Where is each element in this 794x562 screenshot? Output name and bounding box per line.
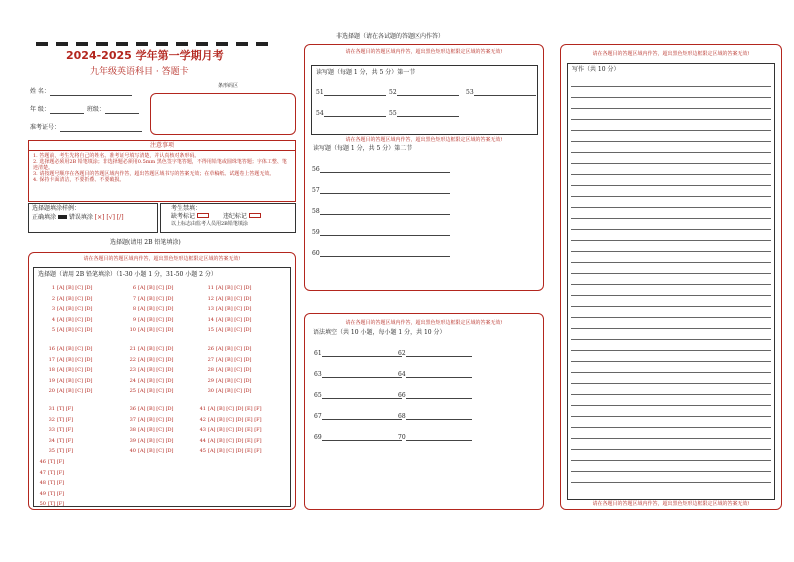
writing-line[interactable] <box>571 109 771 120</box>
class-field[interactable] <box>105 113 139 114</box>
answer-options[interactable]: [A] [B] [C] [D] <box>138 448 174 454</box>
question-number: 66 <box>398 392 406 399</box>
choice-row[interactable] <box>126 438 174 444</box>
note-item: 3. 请按题号顺序在各题目的答题区域内作答，超出答题区域书写的答案无效；在草稿纸、试题卷上答题无效。 <box>33 171 275 177</box>
answer-options[interactable]: [A] [B] [C] [D] <box>138 327 174 333</box>
writing-line[interactable] <box>571 384 771 395</box>
choice-row[interactable] <box>204 327 252 333</box>
choice-row[interactable] <box>36 491 64 497</box>
question-number: 50 <box>39 501 46 507</box>
answer-blank[interactable] <box>320 214 450 215</box>
question-number: 69 <box>314 434 322 441</box>
choice-row[interactable] <box>45 367 93 373</box>
answer-line[interactable] <box>389 110 459 117</box>
question-number: 15 <box>207 327 214 333</box>
reading1-box <box>311 65 538 135</box>
answer-options[interactable]: [A] [B] [C] [D] <box>57 356 93 363</box>
question-number: 67 <box>314 413 322 420</box>
class-label: 班级： <box>86 106 105 113</box>
answer-line[interactable] <box>314 392 402 399</box>
choice-row[interactable] <box>126 448 174 454</box>
choice-row[interactable] <box>204 346 252 352</box>
writing-line[interactable] <box>571 274 771 285</box>
question-number: 56 <box>312 166 320 173</box>
question-number: 40 <box>129 448 136 454</box>
question-number: 47 <box>39 469 46 476</box>
answer-options[interactable]: [T] [F] <box>48 480 65 486</box>
question-number: 17 <box>48 356 55 363</box>
answer-blank[interactable] <box>324 95 386 96</box>
writing-line[interactable] <box>571 461 771 472</box>
choice-row[interactable] <box>196 406 262 412</box>
choice-row[interactable] <box>196 448 262 454</box>
question-number: 60 <box>312 250 320 257</box>
choice-row[interactable] <box>45 357 93 363</box>
question-number: 57 <box>312 187 320 194</box>
question-number: 58 <box>312 208 320 215</box>
question-number: 51 <box>316 89 324 96</box>
reading2-title: 读写题（每题 1 分，共 5 分）第二节 <box>313 145 413 152</box>
answer-line[interactable] <box>398 371 472 378</box>
question-number: 23 <box>129 367 136 373</box>
answer-options[interactable]: [A] [B] [C] [D] <box>57 295 93 302</box>
question-number: 63 <box>314 371 322 378</box>
question-number: 59 <box>312 229 320 236</box>
choice-row[interactable] <box>45 306 93 312</box>
answer-options[interactable]: [A] [B] [C] [D] <box>216 346 252 352</box>
question-number: 46 <box>39 459 46 465</box>
question-number: 4 <box>51 316 55 323</box>
writing-bottom-warning: 请在各题目的答题区域内作答，超出黑色矩形边框限定区域的答案无效! <box>592 501 750 507</box>
writing-line[interactable] <box>571 142 771 153</box>
name-field[interactable] <box>50 95 132 96</box>
choice-row[interactable] <box>45 427 73 433</box>
writing-line[interactable] <box>571 329 771 340</box>
fill-example-title: 选择题填涂样例： <box>32 205 81 212</box>
writing-line[interactable] <box>571 230 771 241</box>
answer-options[interactable]: [T] [F] <box>48 459 65 465</box>
warning-text: 请在各题目的答题区域内作答，超出黑色矩形边框限定区域的答案无效! <box>592 51 750 57</box>
question-number: 6 <box>132 285 136 291</box>
question-number: 7 <box>132 295 136 302</box>
answer-line[interactable] <box>316 110 386 117</box>
exam-no-field[interactable] <box>60 131 142 132</box>
choice-row[interactable] <box>126 346 174 352</box>
answer-blank[interactable] <box>322 398 402 399</box>
answer-blank[interactable] <box>406 356 472 357</box>
writing-line[interactable] <box>571 241 771 252</box>
question-number: 44 <box>199 437 206 444</box>
answer-options[interactable]: [A] [B] [C] [D] <box>216 367 252 373</box>
question-number: 42 <box>199 416 206 423</box>
question-number: 37 <box>129 416 136 423</box>
question-number: 3 <box>51 306 55 312</box>
answer-line[interactable] <box>314 413 402 420</box>
answer-options[interactable]: [A] [B] [C] [D] <box>216 295 252 302</box>
answer-options[interactable]: [A] [B] [C] [D] <box>57 377 93 384</box>
choice-header: 选择题（请用 2B 铅笔填涂）（1-30 小题 1 分，31-50 小题 2 分） <box>38 271 217 278</box>
answer-options[interactable]: [T] [F] <box>48 469 65 476</box>
violation-box[interactable] <box>249 213 261 218</box>
warning-text: 请在各题目的答题区域内作答，超出黑色矩形边框限定区域的答案无效! <box>345 137 503 143</box>
answer-options[interactable]: [A] [B] [C] [D] <box>138 377 174 384</box>
answer-blank[interactable] <box>322 419 402 420</box>
question-number: 11 <box>207 285 214 291</box>
writing-line[interactable] <box>571 351 771 362</box>
choice-row[interactable] <box>196 427 262 433</box>
answer-blank[interactable] <box>406 419 472 420</box>
answer-line[interactable] <box>398 350 472 357</box>
question-number: 31 <box>48 406 55 412</box>
question-number: 25 <box>129 388 136 394</box>
question-number: 34 <box>48 437 55 444</box>
choice-row[interactable] <box>204 378 252 384</box>
answer-blank[interactable] <box>320 193 450 194</box>
choice-row[interactable] <box>126 317 174 323</box>
writing-line[interactable] <box>571 296 771 307</box>
choice-row[interactable] <box>45 296 93 302</box>
answer-options[interactable]: [A] [B] [C] [D] <box>138 437 174 444</box>
writing-line[interactable] <box>571 428 771 439</box>
answer-line[interactable] <box>312 208 450 215</box>
question-number: 54 <box>316 110 324 117</box>
question-number: 10 <box>129 327 136 333</box>
choice-row[interactable] <box>204 357 252 363</box>
question-number: 18 <box>48 367 55 373</box>
choice-row[interactable] <box>126 306 174 312</box>
question-number: 32 <box>48 416 55 423</box>
answer-options[interactable]: [A] [B] [C] [D] <box>138 346 174 352</box>
choice-row[interactable] <box>126 367 174 373</box>
choice-inner-box <box>33 267 291 507</box>
writing-line[interactable] <box>571 252 771 263</box>
answer-line[interactable] <box>314 371 402 378</box>
answer-blank[interactable] <box>320 235 450 236</box>
answer-options[interactable]: [A] [B] [C] [D] <box>138 285 174 291</box>
question-number: 9 <box>132 316 136 323</box>
choice-row[interactable] <box>45 378 93 384</box>
choice-row[interactable] <box>36 501 64 507</box>
question-number: 41 <box>199 406 206 412</box>
choice-row[interactable] <box>126 285 174 291</box>
question-number: 12 <box>207 295 214 302</box>
answer-blank[interactable] <box>320 256 450 257</box>
choice-row[interactable] <box>196 417 262 423</box>
answer-blank[interactable] <box>322 356 402 357</box>
candidate-footnote: 以上标志由监考人员用2B铅笔填涂 <box>171 221 248 227</box>
choice-row[interactable] <box>204 306 252 312</box>
writing-line[interactable] <box>571 318 771 329</box>
writing-section <box>560 44 782 510</box>
writing-line[interactable] <box>571 98 771 109</box>
note-item: 1. 答题前，考生先将自己的姓名、准考证号填写清楚，并认真核对条形码。 <box>33 153 200 159</box>
question-number: 16 <box>48 346 55 352</box>
choice-row[interactable] <box>36 480 64 486</box>
answer-options[interactable]: [A] [B] [C] [D] <box>138 367 174 373</box>
barcode-area <box>150 93 296 135</box>
question-number: 33 <box>48 427 55 433</box>
choice-row[interactable] <box>126 378 174 384</box>
violation-label: 违纪标记 <box>222 213 247 220</box>
question-number: 39 <box>129 437 136 444</box>
writing-inner-box <box>567 63 775 500</box>
question-number: 52 <box>389 89 397 96</box>
note-item: 4. 保持卡面清洁，不要折叠、不要破损。 <box>33 177 125 183</box>
question-number: 45 <box>199 448 206 454</box>
note-item: 2. 选择题必须用2B 铅笔填涂；非选择题必须用0.5mm 黑色签字笔答题，不得用铅笔或圆珠笔答题；字体工整、笔迹清楚。 <box>33 159 287 171</box>
writing-line[interactable] <box>571 285 771 296</box>
answer-blank[interactable] <box>397 116 459 117</box>
answer-blank[interactable] <box>406 440 472 441</box>
writing-line[interactable] <box>571 373 771 384</box>
answer-options[interactable]: [T] [F] <box>48 501 65 507</box>
answer-line[interactable] <box>314 350 402 357</box>
reading1-title: 读写题（每题 1 分，共 5 分）第一节 <box>316 69 416 76</box>
choice-section-label: 选择题(请用 2B 铅笔填涂) <box>110 239 181 246</box>
writing-line[interactable] <box>571 439 771 450</box>
question-number: 30 <box>207 388 214 394</box>
name-label: 姓 名： <box>30 88 50 95</box>
answer-options[interactable]: [A] [B] [C] [D] <box>57 327 93 333</box>
choice-row[interactable] <box>45 317 93 323</box>
question-number: 36 <box>129 406 136 412</box>
answer-options[interactable]: [A] [B] [C] [D] <box>216 388 252 394</box>
absent-label: 缺考标记 <box>171 213 196 220</box>
absent-box[interactable] <box>197 213 209 218</box>
writing-line[interactable] <box>571 186 771 197</box>
student-info <box>30 88 142 132</box>
answer-blank[interactable] <box>397 95 459 96</box>
question-number: 20 <box>48 388 55 394</box>
answer-blank[interactable] <box>474 95 536 96</box>
answer-options[interactable]: [A] [B] [C] [D] [E] [F] <box>208 406 262 412</box>
writing-line[interactable] <box>571 395 771 406</box>
answer-options[interactable]: [A] [B] [C] [D] <box>216 306 252 312</box>
answer-options[interactable]: [A] [B] [C] [D] <box>57 367 93 373</box>
wrong-fill-label: 错误填涂 <box>68 214 93 221</box>
choice-row[interactable] <box>204 367 252 373</box>
answer-options[interactable]: [A] [B] [C] [D] <box>216 356 252 363</box>
notes-box <box>28 140 296 202</box>
answer-line[interactable] <box>389 89 459 96</box>
exam-no-label: 准考证号： <box>30 124 61 131</box>
choice-row[interactable] <box>126 388 174 394</box>
question-number: 8 <box>132 306 136 312</box>
answer-options[interactable]: [A] [B] [C] [D] <box>216 285 252 291</box>
answer-blank[interactable] <box>322 440 402 441</box>
answer-options[interactable]: [A] [B] [C] [D] [E] [F] <box>208 437 262 444</box>
question-number: 49 <box>39 490 46 497</box>
answer-line[interactable] <box>316 89 386 96</box>
writing-line[interactable] <box>571 120 771 131</box>
page-title: 2024-2025 学年第一学期月考 <box>66 49 224 62</box>
question-number: 13 <box>207 306 214 312</box>
page-subtitle: 九年级英语科目 · 答题卡 <box>90 67 189 77</box>
answer-options[interactable]: [T] [F] <box>57 416 74 423</box>
question-number: 64 <box>398 371 406 378</box>
non-choice-title: 非选择题（请在各试题的答题区内作答） <box>336 33 445 40</box>
answer-options[interactable]: [T] [F] <box>57 406 74 412</box>
choice-row[interactable] <box>204 285 252 291</box>
choice-row[interactable] <box>126 296 174 302</box>
answer-blank[interactable] <box>322 377 402 378</box>
question-number: 62 <box>398 350 406 357</box>
barcode-label: 条形码区 <box>218 83 239 89</box>
writing-line[interactable] <box>571 153 771 164</box>
answer-options[interactable]: [T] [F] <box>57 427 74 433</box>
question-number: 70 <box>398 434 406 441</box>
answer-options[interactable]: [A] [B] [C] [D] <box>57 346 93 352</box>
choice-row[interactable] <box>45 406 73 412</box>
writing-line[interactable] <box>571 472 771 483</box>
question-number: 65 <box>314 392 322 399</box>
writing-line[interactable] <box>571 219 771 230</box>
answer-line[interactable] <box>312 187 450 194</box>
writing-line[interactable] <box>571 417 771 428</box>
question-number: 38 <box>129 427 136 433</box>
choice-row[interactable] <box>45 327 93 333</box>
choice-row[interactable] <box>126 427 174 433</box>
choice-row[interactable] <box>36 459 64 465</box>
question-number: 43 <box>199 427 206 433</box>
answer-line[interactable] <box>312 229 450 236</box>
choice-row[interactable] <box>45 448 73 454</box>
notes-title: 注意事项 <box>29 141 295 151</box>
answer-options[interactable]: [A] [B] [C] [D] <box>138 427 174 433</box>
answer-line[interactable] <box>312 166 450 173</box>
correct-fill-mark <box>58 215 67 219</box>
answer-options[interactable]: [A] [B] [C] [D] <box>57 388 93 394</box>
warning-text: 请在各题目的答题区域内作答，超出黑色矩形边框限定区域的答案无效! <box>345 320 503 326</box>
writing-line[interactable] <box>571 197 771 208</box>
choice-row[interactable] <box>45 417 73 423</box>
choice-row[interactable] <box>126 417 174 423</box>
choice-row[interactable] <box>36 470 64 476</box>
answer-line[interactable] <box>314 434 402 441</box>
writing-line[interactable] <box>571 76 771 87</box>
writing-line[interactable] <box>571 263 771 274</box>
answer-options[interactable]: [A] [B] [C] [D] <box>138 295 174 302</box>
answer-options[interactable]: [T] [F] <box>48 490 65 497</box>
answer-line[interactable] <box>466 89 536 96</box>
answer-line[interactable] <box>398 434 472 441</box>
choice-row[interactable] <box>204 317 252 323</box>
answer-line[interactable] <box>312 250 450 257</box>
answer-options[interactable]: [A] [B] [C] [D] [E] [F] <box>208 416 262 423</box>
question-number: 53 <box>466 89 474 96</box>
warning-text: 请在各题目的答题区域内作答，超出黑色矩形边框限定区域的答案无效! <box>83 256 241 262</box>
question-number: 26 <box>207 346 214 352</box>
answer-blank[interactable] <box>324 116 386 117</box>
choice-row[interactable] <box>45 285 93 291</box>
choice-row[interactable] <box>126 357 174 363</box>
answer-options[interactable]: [A] [B] [C] [D] <box>216 377 252 384</box>
choice-row[interactable] <box>126 327 174 333</box>
correct-fill-label: 正确填涂 <box>32 214 57 221</box>
question-number: 19 <box>48 377 55 384</box>
choice-row[interactable] <box>204 388 252 394</box>
question-number: 61 <box>314 350 322 357</box>
answer-options[interactable]: [A] [B] [C] [D] [E] [F] <box>208 448 262 454</box>
choice-row[interactable] <box>45 438 73 444</box>
answer-options[interactable]: [A] [B] [C] [D] <box>216 327 252 333</box>
writing-line[interactable] <box>571 164 771 175</box>
writing-line[interactable] <box>571 208 771 219</box>
candidate-note-title: 考生禁填： <box>171 205 202 212</box>
question-number: 1 <box>51 285 55 291</box>
question-number: 14 <box>207 316 214 323</box>
choice-row[interactable] <box>45 346 93 352</box>
answer-options[interactable]: [A] [B] [C] [D] <box>138 416 174 423</box>
answer-options[interactable]: [A] [B] [C] [D] <box>138 388 174 394</box>
grade-label: 年 级： <box>30 106 50 113</box>
answer-options[interactable]: [A] [B] [C] [D] <box>57 306 93 312</box>
answer-options[interactable]: [T] [F] <box>57 448 74 454</box>
writing-line[interactable] <box>571 131 771 142</box>
choice-row[interactable] <box>204 296 252 302</box>
answer-options[interactable]: [A] [B] [C] [D] <box>57 316 93 323</box>
question-number: 5 <box>51 327 55 333</box>
answer-line[interactable] <box>398 413 472 420</box>
writing-line[interactable] <box>571 450 771 461</box>
grammar-section <box>304 313 544 510</box>
question-number: 2 <box>51 295 55 302</box>
answer-blank[interactable] <box>406 377 472 378</box>
question-number: 21 <box>129 346 136 352</box>
answer-blank[interactable] <box>406 398 472 399</box>
answer-line[interactable] <box>398 392 472 399</box>
question-number: 28 <box>207 367 214 373</box>
writing-line[interactable] <box>571 340 771 351</box>
answer-options[interactable]: [A] [B] [C] [D] <box>216 316 252 323</box>
fill-example-box <box>28 203 158 233</box>
answer-options[interactable]: [A] [B] [C] [D] <box>138 406 174 412</box>
question-number: 24 <box>129 377 136 384</box>
answer-blank[interactable] <box>320 172 450 173</box>
question-number: 29 <box>207 377 214 384</box>
writing-line[interactable] <box>571 406 771 417</box>
writing-line[interactable] <box>571 362 771 373</box>
answer-options[interactable]: [A] [B] [C] [D] <box>138 306 174 312</box>
answer-options[interactable]: [A] [B] [C] [D] <box>57 285 93 291</box>
question-number: 48 <box>39 480 46 486</box>
choice-row[interactable] <box>196 438 262 444</box>
grammar-title: 语法填空（共 10 小题，每小题 1 分，共 10 分） <box>313 329 446 336</box>
candidate-note-box <box>160 203 296 233</box>
writing-line[interactable] <box>571 175 771 186</box>
question-number: 68 <box>398 413 406 420</box>
writing-line[interactable] <box>571 307 771 318</box>
question-number: 27 <box>207 356 214 363</box>
answer-options[interactable]: [T] [F] <box>57 437 74 444</box>
answer-options[interactable]: [A] [B] [C] [D] [E] [F] <box>208 427 262 433</box>
answer-options[interactable]: [A] [B] [C] [D] <box>138 316 174 323</box>
wrong-fill-marks: [×] [√] [/] <box>94 214 124 221</box>
grade-field[interactable] <box>50 113 84 114</box>
writing-title: 写作（共 10 分） <box>572 66 620 73</box>
choice-row[interactable] <box>126 406 174 412</box>
writing-line[interactable] <box>571 87 771 98</box>
question-number: 22 <box>129 356 136 363</box>
question-number: 55 <box>389 110 397 117</box>
answer-options[interactable]: [A] [B] [C] [D] <box>138 356 174 363</box>
warning-text: 请在各题目的答题区域内作答，超出黑色矩形边框限定区域的答案无效! <box>345 49 503 55</box>
choice-row[interactable] <box>45 388 93 394</box>
question-number: 35 <box>48 448 55 454</box>
